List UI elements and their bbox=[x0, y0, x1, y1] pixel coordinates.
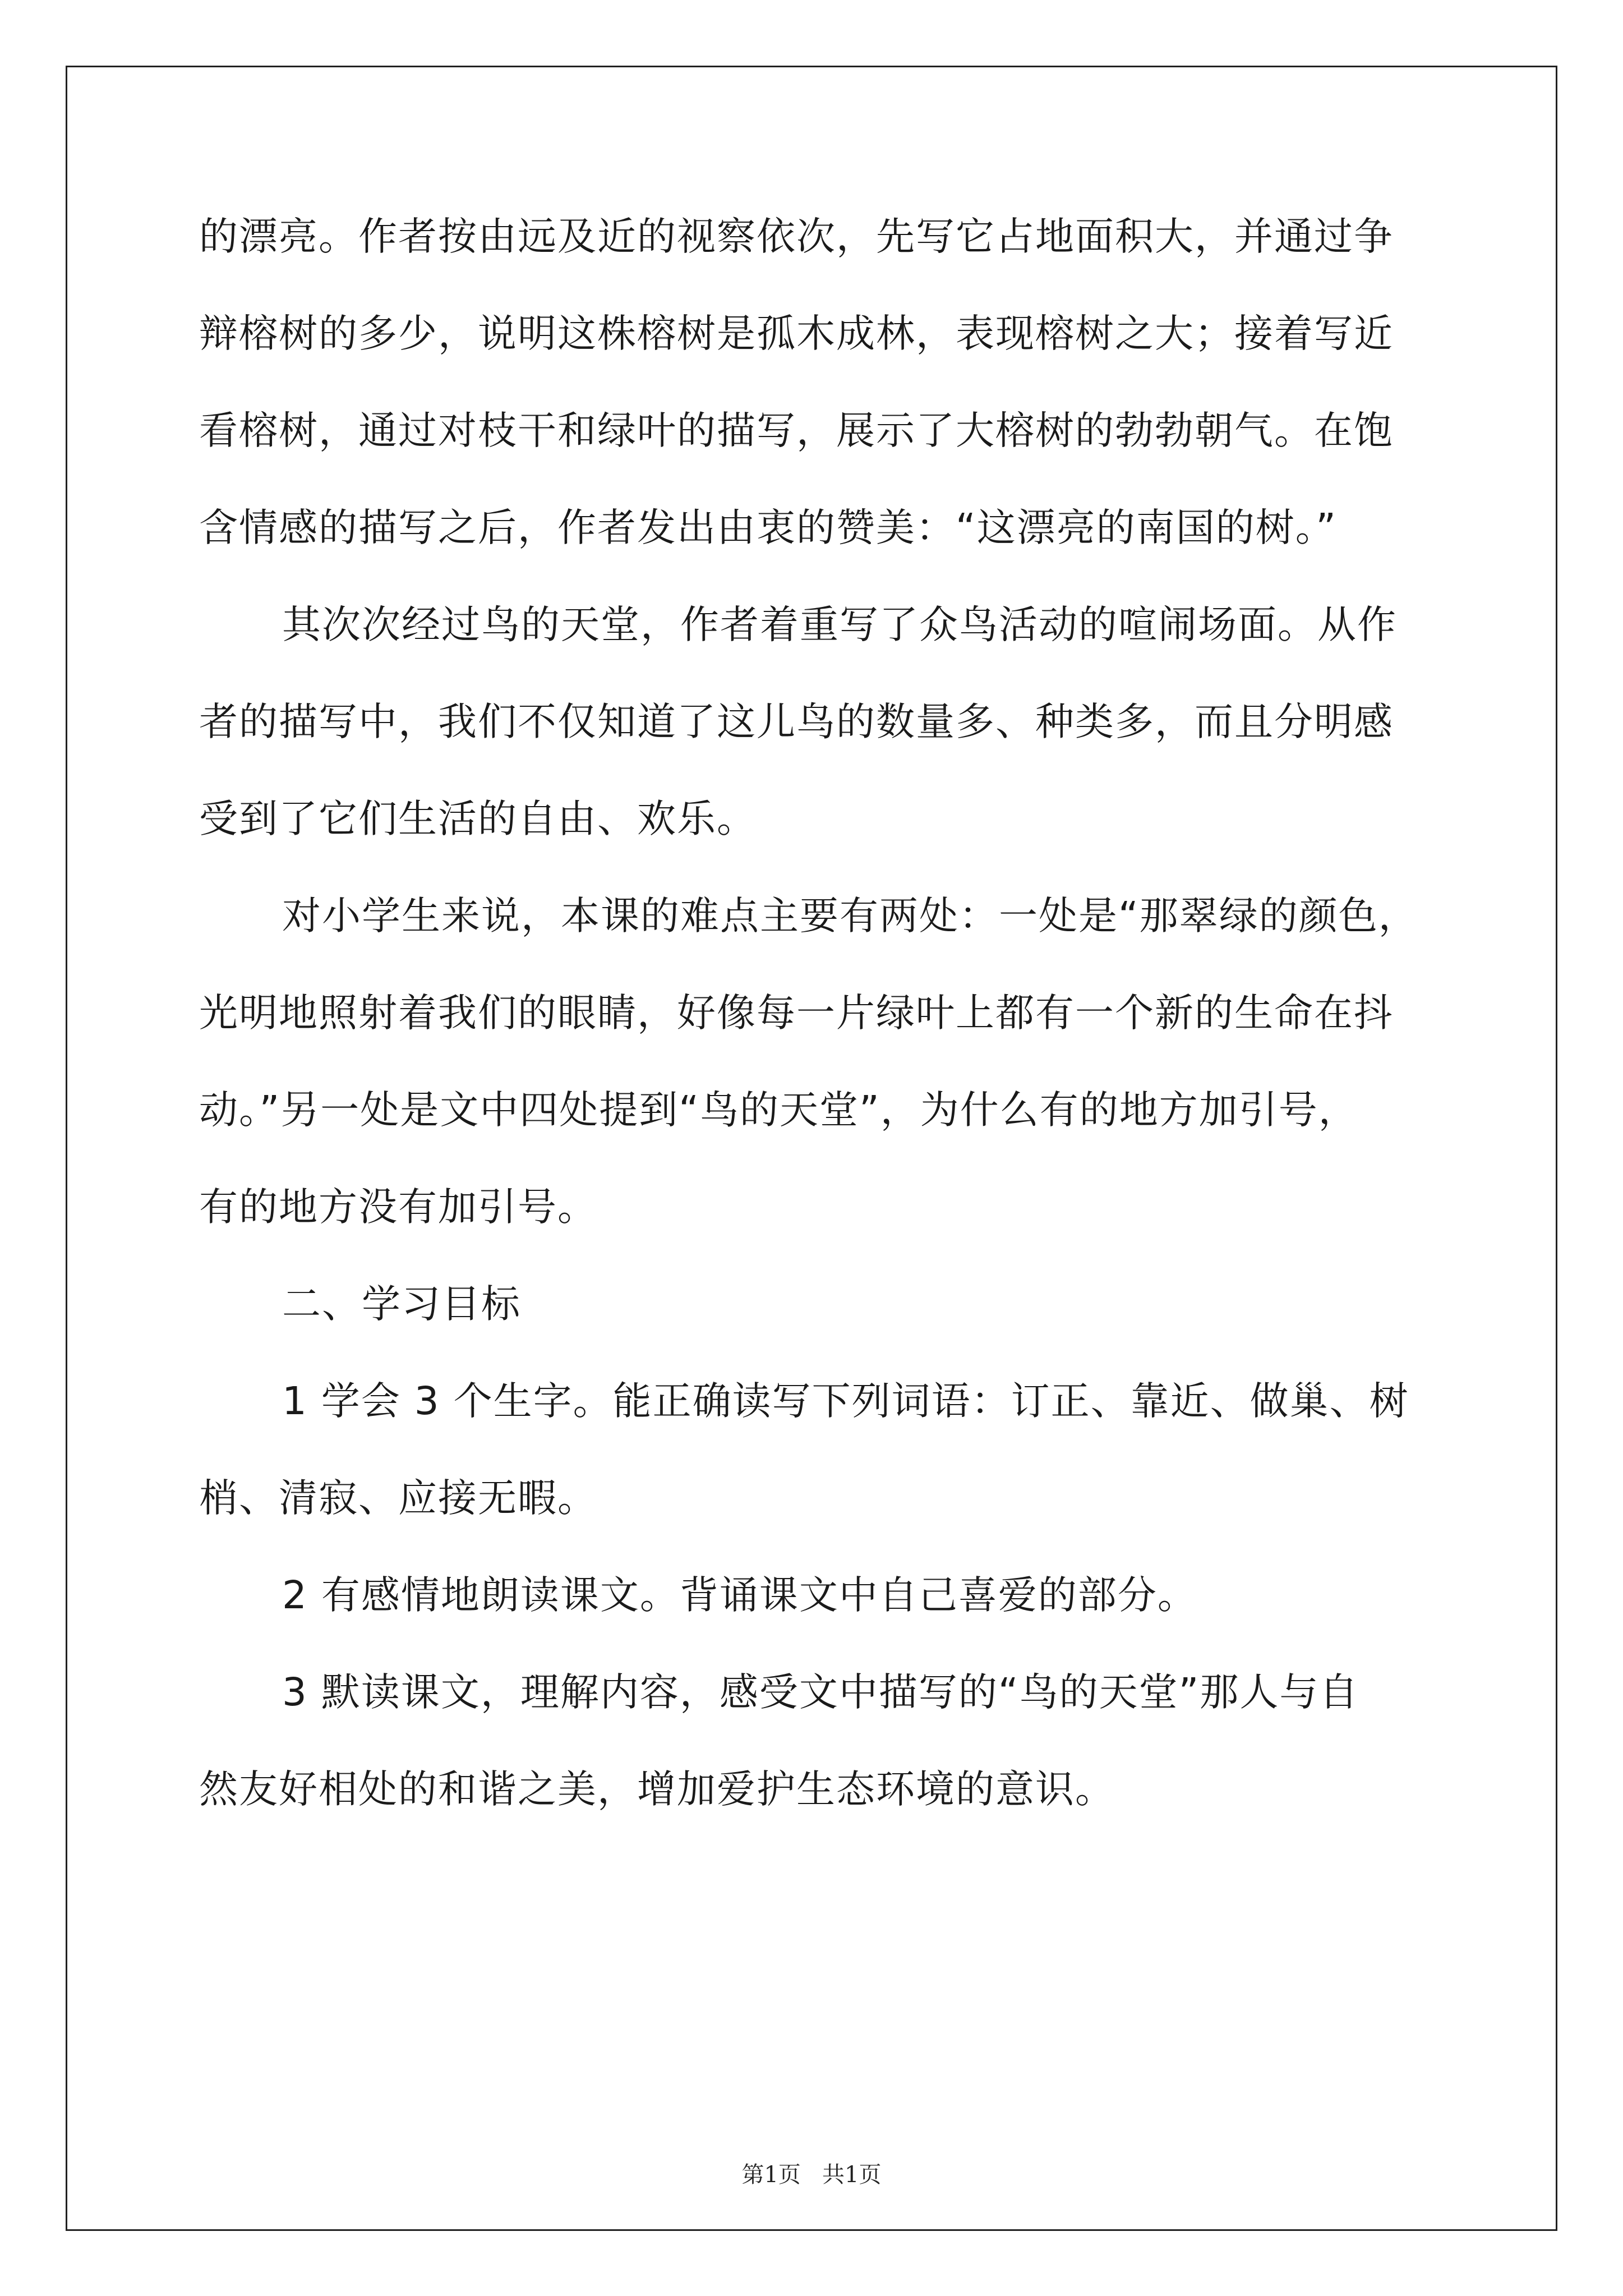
text-line: 者的描写中，我们不仅知道了这儿鸟的数量多、种类多，而且分明感 bbox=[199, 700, 1394, 744]
text-line: 光明地照射着我们的眼睛，好像每一片绿叶上都有一个新的生命在抖 bbox=[199, 991, 1394, 1036]
section-heading: 二、学习目标 bbox=[282, 1282, 521, 1327]
paragraph-start-line: 对小学生来说，本课的难点主要有两处：一处是“那翠绿的颜色， bbox=[282, 894, 1418, 938]
text-line: 有的地方没有加引号。 bbox=[199, 1185, 597, 1230]
paragraph-start-line: 其次次经过鸟的天堂，作者着重写了众鸟活动的喧闹场面。从作 bbox=[282, 602, 1397, 647]
text-line: 辩榕树的多少，说明这株榕树是孤木成林，表现榕树之大；接着写近 bbox=[199, 311, 1394, 356]
paragraph-start-line: 2 有感情地朗读课文。背诵课文中自己喜爱的部分。 bbox=[282, 1573, 1197, 1618]
text-line: 含情感的描写之后，作者发出由衷的赞美：“这漂亮的南国的树。” bbox=[199, 505, 1337, 550]
paragraph-start-line: 3 默读课文，理解内容，感受文中描写的“鸟的天堂”那人与自 bbox=[282, 1670, 1359, 1715]
text-line: 看榕树，通过对枝干和绿叶的描写，展示了大榕树的勃勃朝气。在饱 bbox=[199, 408, 1394, 453]
page-border bbox=[66, 66, 1557, 2231]
page-footer: 第1页 共1页 bbox=[741, 2162, 882, 2188]
text-line: 梢、清寂、应接无暇。 bbox=[199, 1476, 597, 1521]
text-line: 然友好相处的和谐之美，增加爱护生态环境的意识。 bbox=[199, 1767, 1115, 1812]
text-line: 受到了它们生活的自由、欢乐。 bbox=[199, 797, 757, 841]
paragraph-start-line: 1 学会 3 个生字。能正确读写下列词语：订正、靠近、做巢、树 bbox=[282, 1379, 1409, 1424]
text-line: 的漂亮。作者按由远及近的视察依次，先写它占地面积大，并通过争 bbox=[199, 214, 1394, 259]
text-line: 动。”另一处是文中四处提到“鸟的天堂”，为什么有的地方加引号， bbox=[199, 1088, 1358, 1133]
